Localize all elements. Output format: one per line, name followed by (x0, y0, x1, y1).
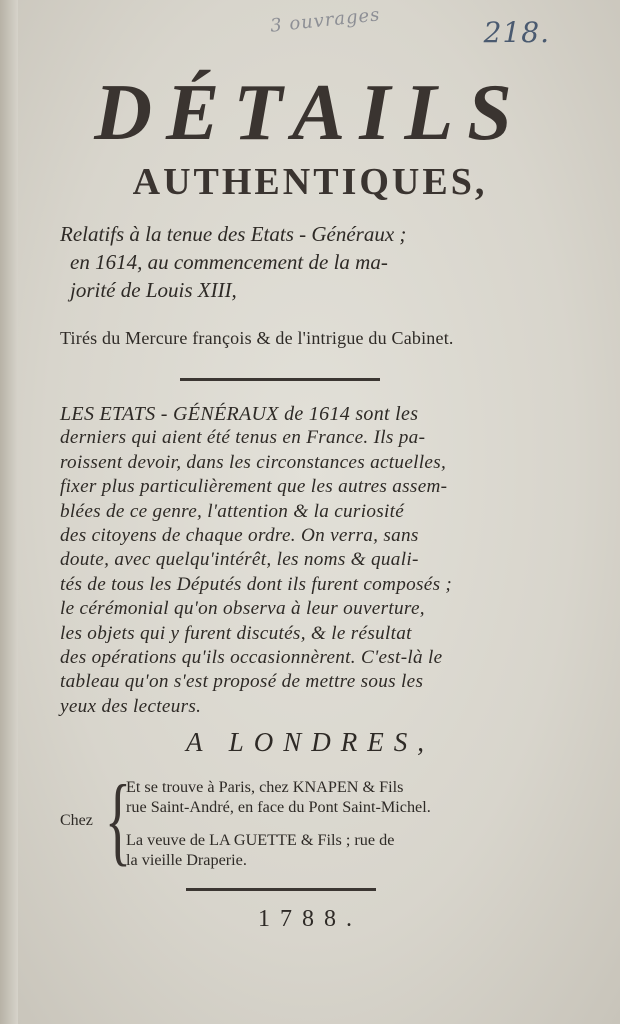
pencil-annotation: 3 ouvrages (269, 4, 382, 37)
imprint-place: A LONDRES, (185, 727, 434, 757)
seller-entry (126, 830, 516, 870)
title-description (60, 220, 540, 304)
brace-icon: { (104, 764, 132, 875)
body-line: des opérations qu'ils occasionnèrent. C'est-là le (60, 647, 443, 669)
seller-line: rue Saint-André, en face du Pont Saint-Michel. (126, 798, 431, 816)
body-line: les objets qui y furent discutés, & le résultat (60, 622, 412, 644)
divider-rule (186, 888, 376, 891)
book-title: DÉTAILS (94, 69, 526, 157)
seller-line: La veuve de LA GUETTE & Fils ; rue de (126, 831, 395, 849)
body-line: le cérémonial qu'on observa à leur ouverture, (60, 598, 425, 620)
seller-line: Et se trouve à Paris, chez KNAPEN & Fils (126, 778, 404, 796)
book-subtitle: AUTHENTIQUES, (132, 161, 488, 203)
description-line: jorité de Louis XIII, (70, 278, 237, 302)
chez-label: Chez (60, 812, 93, 829)
body-text (60, 402, 520, 719)
body-line: des citoyens de chaque ordre. On verra, sans (60, 525, 419, 547)
publication-year: 1788. (258, 906, 362, 932)
body-line: roissent devoir, dans les circonstances actuelles, (60, 451, 447, 473)
body-line: derniers qui aient été tenus en France. Ils pa- (60, 427, 426, 449)
body-line: tableau qu'on s'est proposé de mettre sous les (60, 671, 424, 693)
body-line: fixer plus particulièrement que les autres assem- (60, 476, 448, 498)
divider-rule (180, 378, 380, 381)
description-line: en 1614, au commencement de la ma- (70, 250, 388, 274)
body-line: LES ETATS - GÉNÉRAUX de 1614 sont les (60, 403, 419, 425)
seller-line: la vieille Draperie. (126, 851, 247, 869)
description-line: Relatifs à la tenue des Etats - Généraux ; (60, 222, 407, 246)
body-line: tés de tous les Députés dont ils furent composés ; (60, 573, 453, 595)
body-line: blées de ce genre, l'attention & la curiosité (60, 500, 405, 522)
body-line: doute, avec quelqu'intérêt, les noms & quali- (60, 549, 419, 571)
shelf-number-annotation: 218. (483, 16, 550, 49)
source-line: Tirés du Mercure françois & de l'intrigue du Cabinet. (60, 328, 454, 348)
seller-entry (126, 777, 516, 817)
body-line: yeux des lecteurs. (60, 695, 202, 717)
